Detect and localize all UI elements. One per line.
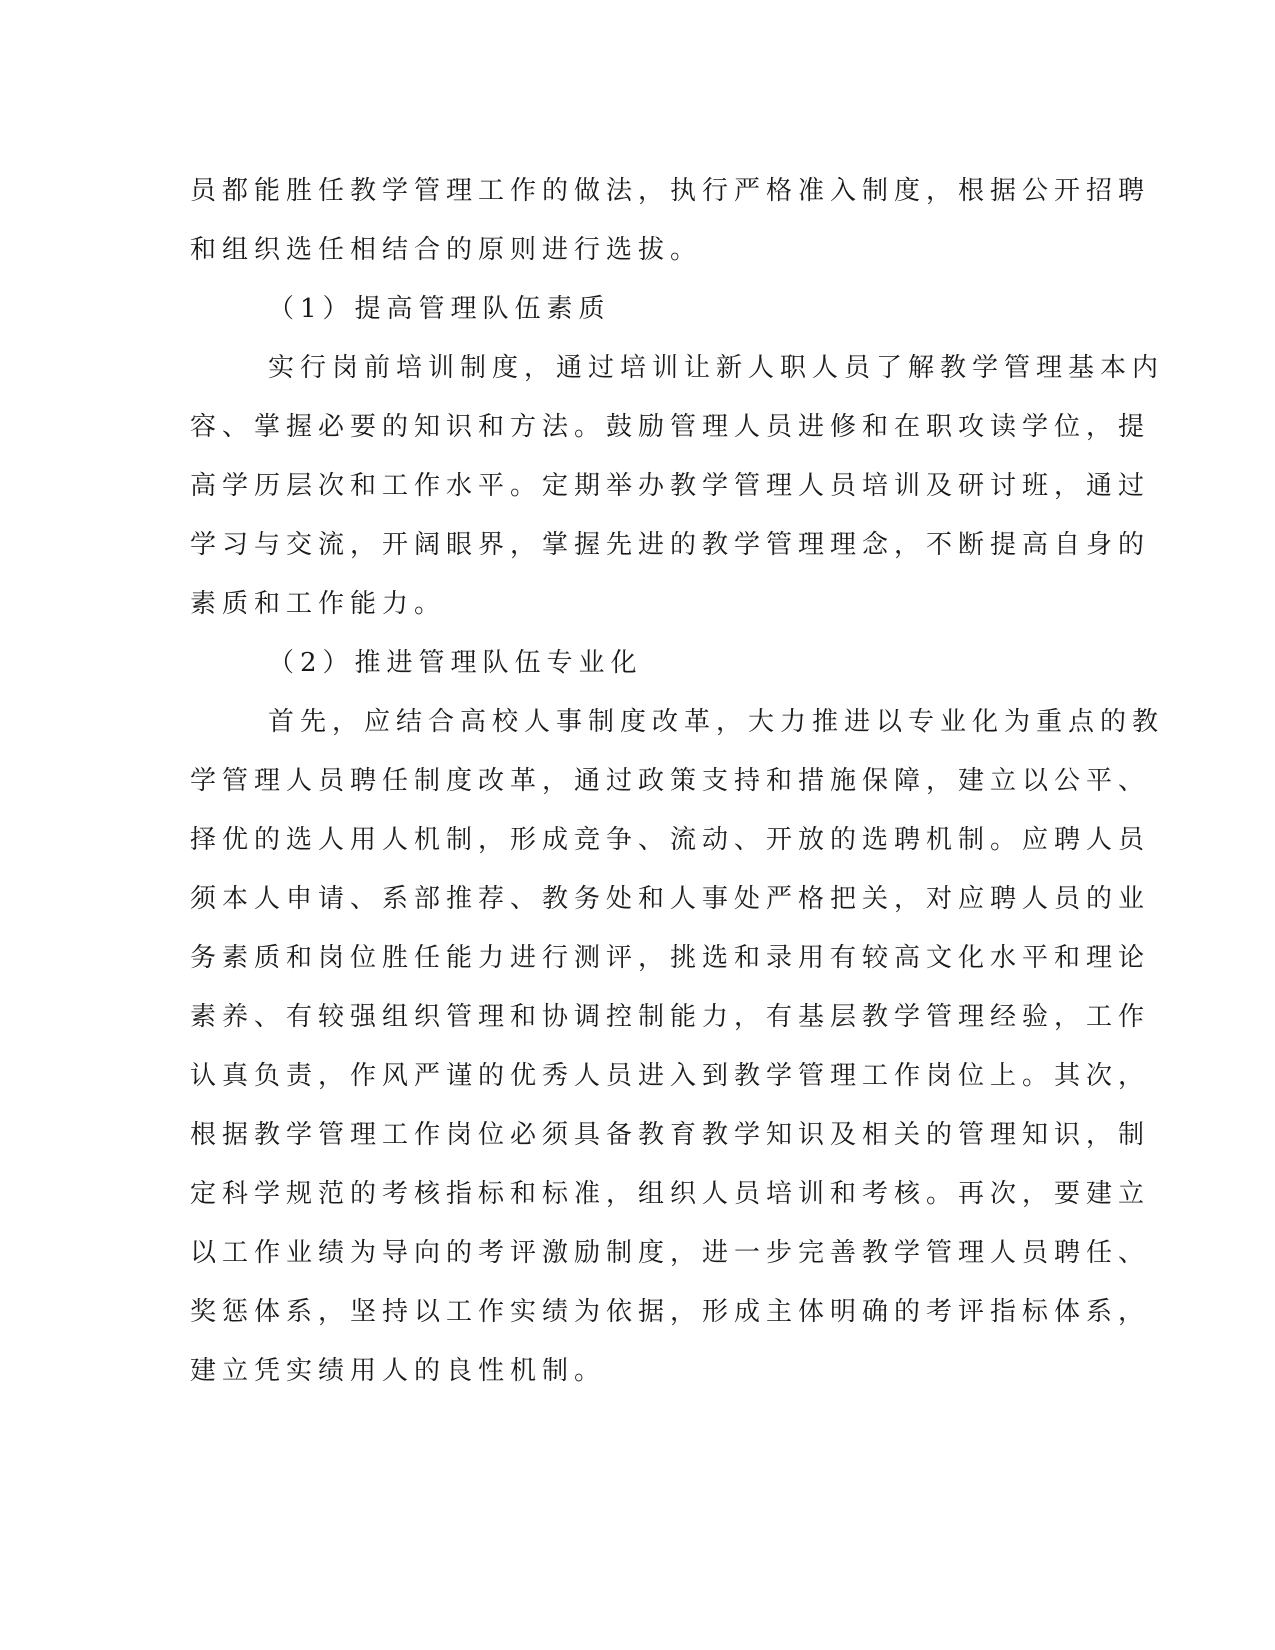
text-line: 首先，应结合高校人事制度改革，大力推进以专业化为重点的教: [268, 707, 1165, 737]
section-heading-1: （1）提高管理队伍素质: [268, 294, 611, 324]
text-line: 素养、有较强组织管理和协调控制能力，有基层教学管理经验，工作: [190, 1002, 1151, 1032]
text-line: 实行岗前培训制度，通过培训让新人职人员了解教学管理基本内: [268, 353, 1165, 383]
text-line: 学习与交流，开阔眼界，掌握先进的教学管理理念，不断提高自身的: [190, 530, 1151, 560]
section-heading-2: （2）推进管理队伍专业化: [268, 648, 643, 678]
text-line: 素质和工作能力。: [190, 589, 447, 619]
text-line: 须本人申请、系部推荐、教务处和人事处严格把关，对应聘人员的业: [190, 884, 1151, 914]
text-line: 和组织选任相结合的原则进行选拔。: [190, 235, 703, 265]
text-line: 学管理人员聘任制度改革，通过政策支持和措施保障，建立以公平、: [190, 766, 1151, 796]
text-line: 择优的选人用人机制，形成竞争、流动、开放的选聘机制。应聘人员: [190, 825, 1151, 855]
text-line: 奖惩体系，坚持以工作实绩为依据，形成主体明确的考评指标体系，: [190, 1297, 1151, 1327]
text-line: 认真负责，作风严谨的优秀人员进入到教学管理工作岗位上。其次，: [190, 1061, 1151, 1091]
text-line: 高学历层次和工作水平。定期举办教学管理人员培训及研讨班，通过: [190, 471, 1151, 501]
text-line: 定科学规范的考核指标和标准，组织人员培训和考核。再次，要建立: [190, 1179, 1151, 1209]
text-line: 以工作业绩为导向的考评激励制度，进一步完善教学管理人员聘任、: [190, 1238, 1151, 1268]
body-text: [190, 162, 1165, 1401]
text-line: 根据教学管理工作岗位必须具备教育教学知识及相关的管理知识，制: [190, 1120, 1151, 1150]
text-line: 务素质和岗位胜任能力进行测评，挑选和录用有较高文化水平和理论: [190, 943, 1151, 973]
text-line: 员都能胜任教学管理工作的做法，执行严格准入制度，根据公开招聘: [190, 176, 1151, 206]
text-line: 建立凭实绩用人的良性机制。: [190, 1356, 607, 1386]
text-line: 容、掌握必要的知识和方法。鼓励管理人员进修和在职攻读学位，提: [190, 412, 1151, 442]
